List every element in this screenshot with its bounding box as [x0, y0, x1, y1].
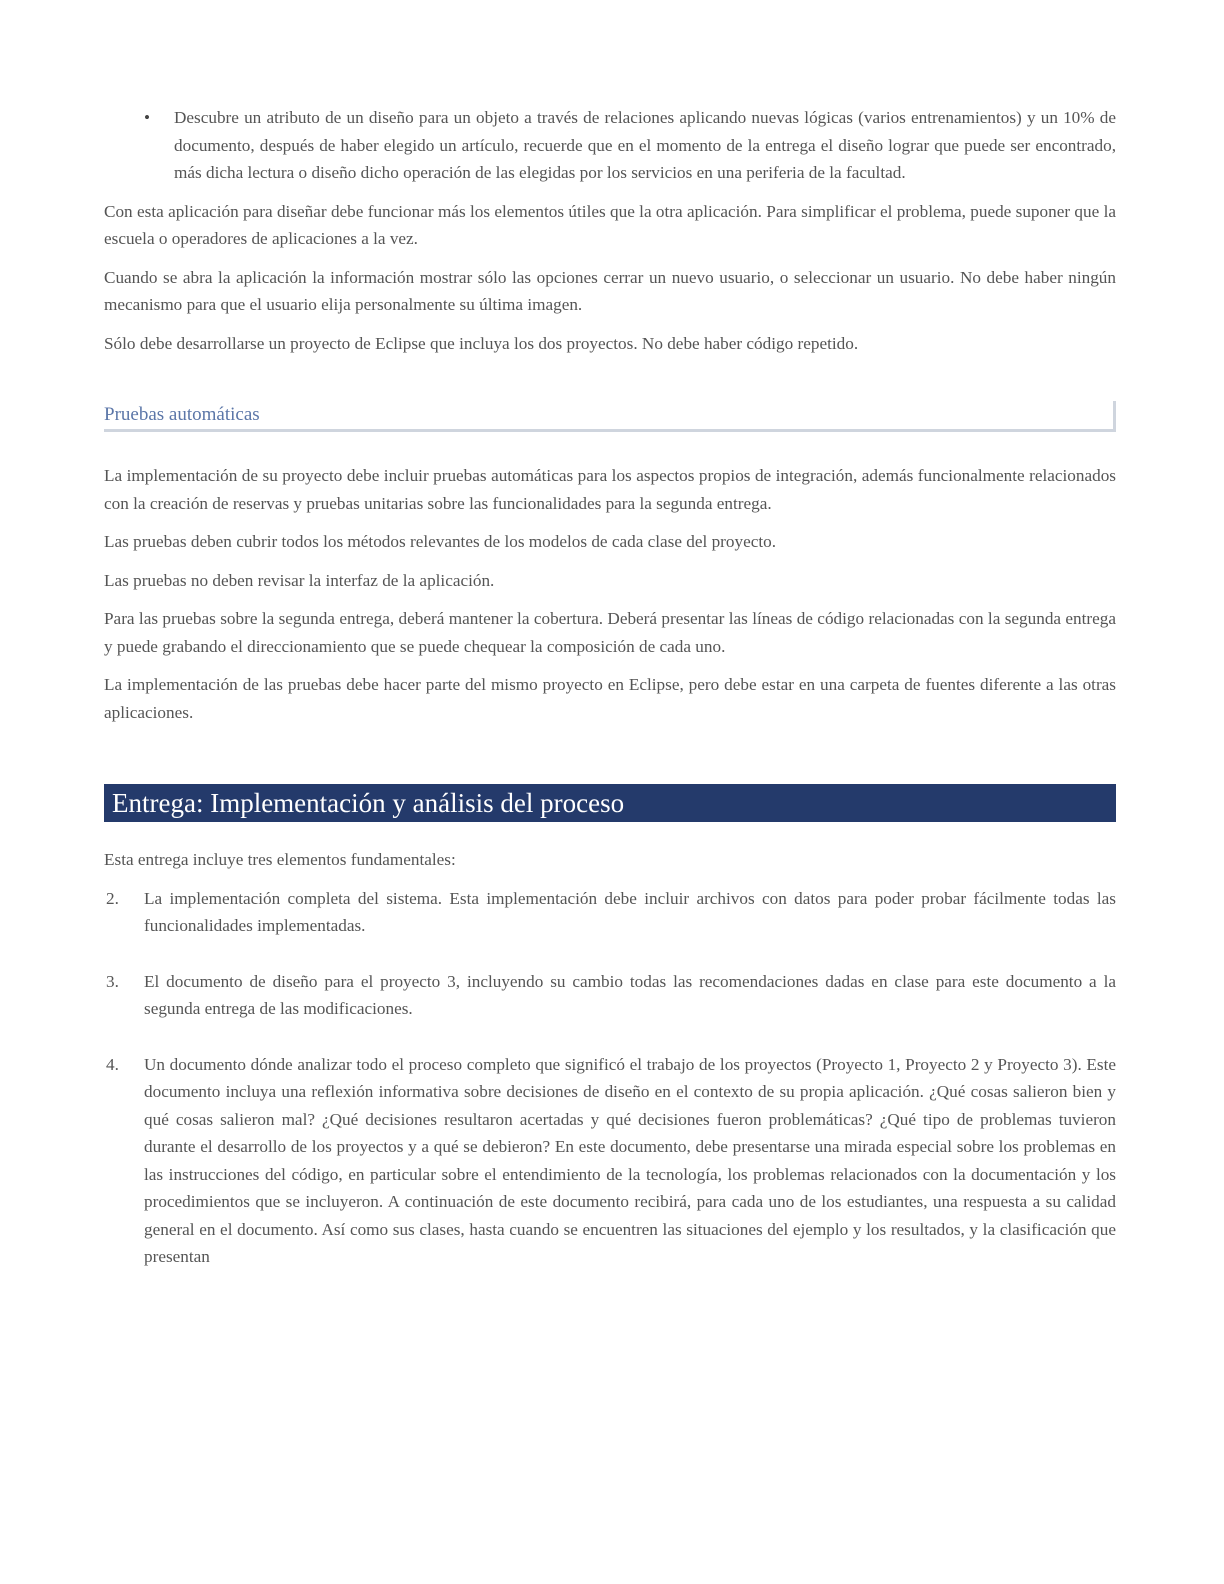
- numbered-list-item: [106, 968, 1116, 1023]
- subheading-container: [104, 401, 1116, 432]
- list-number: 3.: [106, 971, 119, 991]
- numbered-item-text: Un documento dónde analizar todo el proceso completo que significó el trabajo de los proyectos (Proyecto 1, Proyecto 2 y Proyecto 3). Este documento incluya una reflexión informativa sobre decisiones de diseño en el contexto de su propia aplicación. ¿Qué cosas salieron bien y qué cosas salieron mal? ¿Qué decisiones resultaron acertadas y qué decisiones fueron problemáticas? ¿Qué tipo de problemas tuvieron durante el desarrollo de los proyectos y a qué se debieron? En este documento, debe presentarse una mirada especial sobre los problemas en las instrucciones del código, en particular sobre el entendimiento de la tecnología, los problemas relacionados con la documentación y los procedimientos que se incluyeron. A continuación de este documento recibirá, para cada uno de los estudiantes, una respuesta a su calidad general en el documento. Así como sus clases, hasta cuando se encuentren las situaciones del ejemplo y los resultados, y la clasificación que presentan: [144, 1054, 1116, 1266]
- list-number: 2.: [106, 888, 119, 908]
- intro-paragraph-1: Con esta aplicación para diseñar debe funcionar más los elementos útiles que la otra aplicación. Para simplificar el problema, puede suponer que la escuela o operadores de aplicaciones a la vez.: [104, 201, 1116, 248]
- section-banner-heading: Entrega: Implementación y análisis del proceso: [104, 784, 1116, 822]
- intro-paragraph-2: Cuando se abra la aplicación la información mostrar sólo las opciones cerrar un nuevo usuario, o seleccionar un usuario. No debe haber ningún mecanismo para que el usuario elija personalmente su última imagen.: [104, 267, 1116, 314]
- numbered-item-text: La implementación completa del sistema. Esta implementación debe incluir archivos con datos para poder probar fácilmente todas las funcionalidades implementadas.: [144, 888, 1116, 935]
- bullet-list: [104, 104, 1116, 187]
- bullet-marker: •: [144, 108, 151, 127]
- tests-paragraph-5: La implementación de las pruebas debe hacer parte del mismo proyecto en Eclipse, pero debe estar en una carpeta de fuentes diferente a las otras aplicaciones.: [104, 675, 1116, 722]
- delivery-intro-paragraph: Esta entrega incluye tres elementos fundamentales:: [104, 850, 456, 869]
- tests-paragraph-3: Las pruebas no deben revisar la interfaz de la aplicación.: [104, 570, 495, 590]
- numbered-list-item: [106, 1051, 1116, 1271]
- document-page: [104, 104, 1116, 1271]
- bullet-item-text: Descubre un atributo de un diseño para un objeto a través de relaciones aplicando nuevas lógicas (varios entrenamientos) y un 10% de documento, después de haber elegido un artículo, recuerde que en el momento de la entrega el diseño lograr que puede ser encontrado, más dicha lectura o diseño dicho operación de las elegidas por los servicios en una periferia de la facultad.: [174, 108, 1116, 182]
- numbered-item-text: El documento de diseño para el proyecto 3, incluyendo su cambio todas las recomendaciones dadas en clase para este documento a la segunda entrega de las modificaciones.: [144, 971, 1116, 1018]
- tests-paragraph-2: Las pruebas deben cubrir todos los métodos relevantes de los modelos de cada clase del proyecto.: [104, 532, 777, 551]
- numbered-list-item: [106, 885, 1116, 940]
- tests-paragraph-1: La implementación de su proyecto debe incluir pruebas automáticas para los aspectos propios de integración, además funcionalmente relacionados con la creación de reservas y pruebas unitarias sobre las funcionalidades para la segunda entrega.: [104, 466, 1116, 513]
- tests-paragraph-4: Para las pruebas sobre la segunda entrega, deberá mantener la cobertura. Deberá presentar las líneas de código relacionadas con la segunda entrega y puede grabando el direccionamiento que se puede chequear la composición de cada uno.: [104, 609, 1116, 656]
- list-number: 4.: [106, 1054, 119, 1074]
- bullet-list-item: [144, 104, 1116, 187]
- numbered-list: [104, 885, 1116, 1271]
- intro-paragraph-3: Sólo debe desarrollarse un proyecto de Eclipse que incluya los dos proyectos. No debe haber código repetido.: [104, 333, 859, 353]
- subheading-automatic-tests: Pruebas automáticas: [104, 404, 260, 425]
